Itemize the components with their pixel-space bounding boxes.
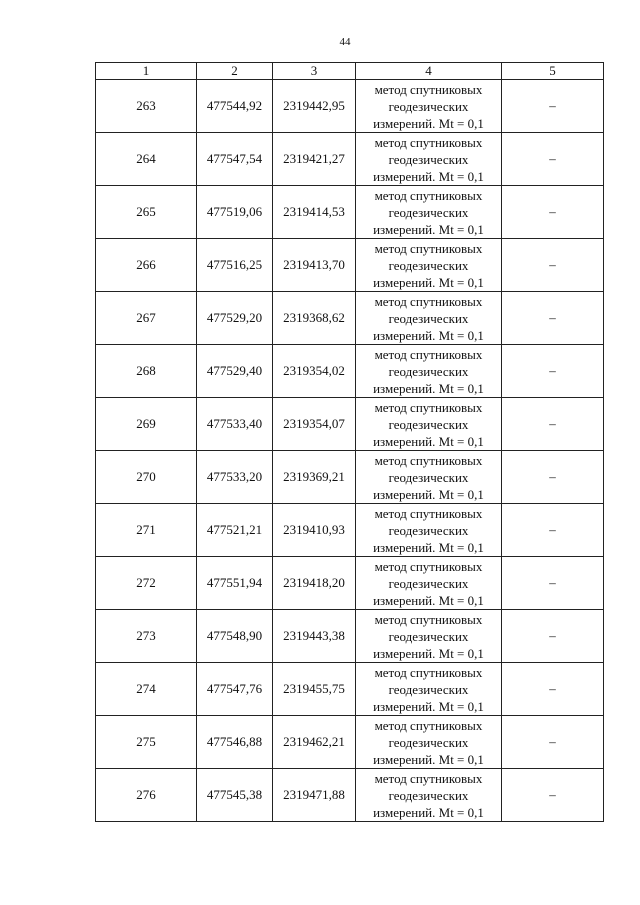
y-coordinate-cell: 2319410,93 <box>273 504 356 557</box>
point-number-cell: 273 <box>96 610 197 663</box>
method-cell <box>356 398 502 451</box>
x-coordinate-cell: 477548,90 <box>197 610 273 663</box>
note-cell: – <box>502 610 604 663</box>
table-row <box>96 663 604 716</box>
x-coordinate-cell: 477533,20 <box>197 451 273 504</box>
method-text-line: метод спутниковых <box>374 293 483 309</box>
table-row <box>96 504 604 557</box>
method-text-line: измерений. Mt = 0,1 <box>373 486 484 502</box>
table-row <box>96 716 604 769</box>
method-text-line: измерений. Mt = 0,1 <box>373 751 484 767</box>
x-coordinate-cell: 477529,20 <box>197 292 273 345</box>
method-text-line: геодезических <box>388 681 469 697</box>
column-header: 1 <box>96 63 197 80</box>
table-row <box>96 451 604 504</box>
method-text-line: геодезических <box>388 628 469 644</box>
y-coordinate-cell: 2319369,21 <box>273 451 356 504</box>
method-text-line: геодезических <box>388 257 469 273</box>
method-text-line: метод спутниковых <box>374 558 483 574</box>
x-coordinate-cell: 477544,92 <box>197 80 273 133</box>
y-coordinate-cell: 2319414,53 <box>273 186 356 239</box>
x-coordinate-cell: 477516,25 <box>197 239 273 292</box>
y-coordinate-cell: 2319418,20 <box>273 557 356 610</box>
table-row <box>96 769 604 822</box>
table-row <box>96 239 604 292</box>
x-coordinate-cell: 477529,40 <box>197 345 273 398</box>
y-coordinate-cell: 2319442,95 <box>273 80 356 133</box>
note-cell: – <box>502 557 604 610</box>
note-cell: – <box>502 292 604 345</box>
x-coordinate-cell: 477545,38 <box>197 769 273 822</box>
method-text-line: измерений. Mt = 0,1 <box>373 274 484 290</box>
y-coordinate-cell: 2319368,62 <box>273 292 356 345</box>
y-coordinate-cell: 2319354,02 <box>273 345 356 398</box>
table-body <box>96 80 604 822</box>
x-coordinate-cell: 477519,06 <box>197 186 273 239</box>
method-text-line: геодезических <box>388 363 469 379</box>
method-text-line: измерений. Mt = 0,1 <box>373 592 484 608</box>
note-cell: – <box>502 504 604 557</box>
method-text-line: геодезических <box>388 734 469 750</box>
y-coordinate-cell: 2319354,07 <box>273 398 356 451</box>
point-number-cell: 265 <box>96 186 197 239</box>
method-text-line: геодезических <box>388 204 469 220</box>
method-cell <box>356 186 502 239</box>
method-text-line: измерений. Mt = 0,1 <box>373 221 484 237</box>
point-number-cell: 276 <box>96 769 197 822</box>
method-cell <box>356 292 502 345</box>
method-text-line: измерений. Mt = 0,1 <box>373 698 484 714</box>
point-number-cell: 264 <box>96 133 197 186</box>
method-text-line: метод спутниковых <box>374 770 483 786</box>
method-text-line: измерений. Mt = 0,1 <box>373 433 484 449</box>
method-text-line: метод спутниковых <box>374 611 483 627</box>
note-cell: – <box>502 239 604 292</box>
x-coordinate-cell: 477546,88 <box>197 716 273 769</box>
note-cell: – <box>502 398 604 451</box>
method-cell <box>356 451 502 504</box>
method-text-line: геодезических <box>388 787 469 803</box>
note-cell: – <box>502 716 604 769</box>
column-header: 4 <box>356 63 502 80</box>
page-number: 44 <box>339 36 351 48</box>
table-row <box>96 292 604 345</box>
column-header: 2 <box>197 63 273 80</box>
method-cell <box>356 557 502 610</box>
x-coordinate-cell: 477521,21 <box>197 504 273 557</box>
method-text-line: метод спутниковых <box>374 81 483 97</box>
method-text-line: геодезических <box>388 469 469 485</box>
column-header: 3 <box>273 63 356 80</box>
x-coordinate-cell: 477533,40 <box>197 398 273 451</box>
method-text-line: метод спутниковых <box>374 505 483 521</box>
method-text-line: измерений. Mt = 0,1 <box>373 539 484 555</box>
method-text-line: геодезических <box>388 151 469 167</box>
note-cell: – <box>502 80 604 133</box>
method-text-line: метод спутниковых <box>374 452 483 468</box>
method-text-line: метод спутниковых <box>374 717 483 733</box>
y-coordinate-cell: 2319455,75 <box>273 663 356 716</box>
method-cell <box>356 610 502 663</box>
method-text-line: метод спутниковых <box>374 399 483 415</box>
method-text-line: геодезических <box>388 310 469 326</box>
x-coordinate-cell: 477551,94 <box>197 557 273 610</box>
method-cell <box>356 716 502 769</box>
method-cell <box>356 769 502 822</box>
y-coordinate-cell: 2319421,27 <box>273 133 356 186</box>
note-cell: – <box>502 663 604 716</box>
method-text-line: метод спутниковых <box>374 240 483 256</box>
method-cell <box>356 239 502 292</box>
point-number-cell: 269 <box>96 398 197 451</box>
method-text-line: измерений. Mt = 0,1 <box>373 327 484 343</box>
method-text-line: метод спутниковых <box>374 134 483 150</box>
y-coordinate-cell: 2319413,70 <box>273 239 356 292</box>
y-coordinate-cell: 2319462,21 <box>273 716 356 769</box>
y-coordinate-cell: 2319471,88 <box>273 769 356 822</box>
point-number-cell: 272 <box>96 557 197 610</box>
method-text-line: измерений. Mt = 0,1 <box>373 380 484 396</box>
note-cell: – <box>502 769 604 822</box>
point-number-cell: 266 <box>96 239 197 292</box>
method-text-line: геодезических <box>388 98 469 114</box>
method-cell <box>356 504 502 557</box>
x-coordinate-cell: 477547,54 <box>197 133 273 186</box>
coordinates-table <box>95 62 604 822</box>
table-row <box>96 345 604 398</box>
table-row <box>96 610 604 663</box>
method-text-line: геодезических <box>388 416 469 432</box>
method-text-line: геодезических <box>388 575 469 591</box>
table-row <box>96 133 604 186</box>
method-text-line: измерений. Mt = 0,1 <box>373 168 484 184</box>
point-number-cell: 271 <box>96 504 197 557</box>
column-header: 5 <box>502 63 604 80</box>
method-text-line: измерений. Mt = 0,1 <box>373 645 484 661</box>
point-number-cell: 267 <box>96 292 197 345</box>
method-text-line: геодезических <box>388 522 469 538</box>
point-number-cell: 275 <box>96 716 197 769</box>
table-row <box>96 186 604 239</box>
method-text-line: измерений. Mt = 0,1 <box>373 804 484 820</box>
note-cell: – <box>502 133 604 186</box>
method-cell <box>356 133 502 186</box>
note-cell: – <box>502 186 604 239</box>
table-row <box>96 557 604 610</box>
x-coordinate-cell: 477547,76 <box>197 663 273 716</box>
method-cell <box>356 80 502 133</box>
method-text-line: измерений. Mt = 0,1 <box>373 115 484 131</box>
method-cell <box>356 345 502 398</box>
method-text-line: метод спутниковых <box>374 187 483 203</box>
point-number-cell: 268 <box>96 345 197 398</box>
table-row <box>96 80 604 133</box>
note-cell: – <box>502 345 604 398</box>
y-coordinate-cell: 2319443,38 <box>273 610 356 663</box>
point-number-cell: 263 <box>96 80 197 133</box>
table-header-row <box>96 63 604 80</box>
table-row <box>96 398 604 451</box>
method-text-line: метод спутниковых <box>374 664 483 680</box>
method-cell <box>356 663 502 716</box>
point-number-cell: 270 <box>96 451 197 504</box>
method-text-line: метод спутниковых <box>374 346 483 362</box>
note-cell: – <box>502 451 604 504</box>
point-number-cell: 274 <box>96 663 197 716</box>
